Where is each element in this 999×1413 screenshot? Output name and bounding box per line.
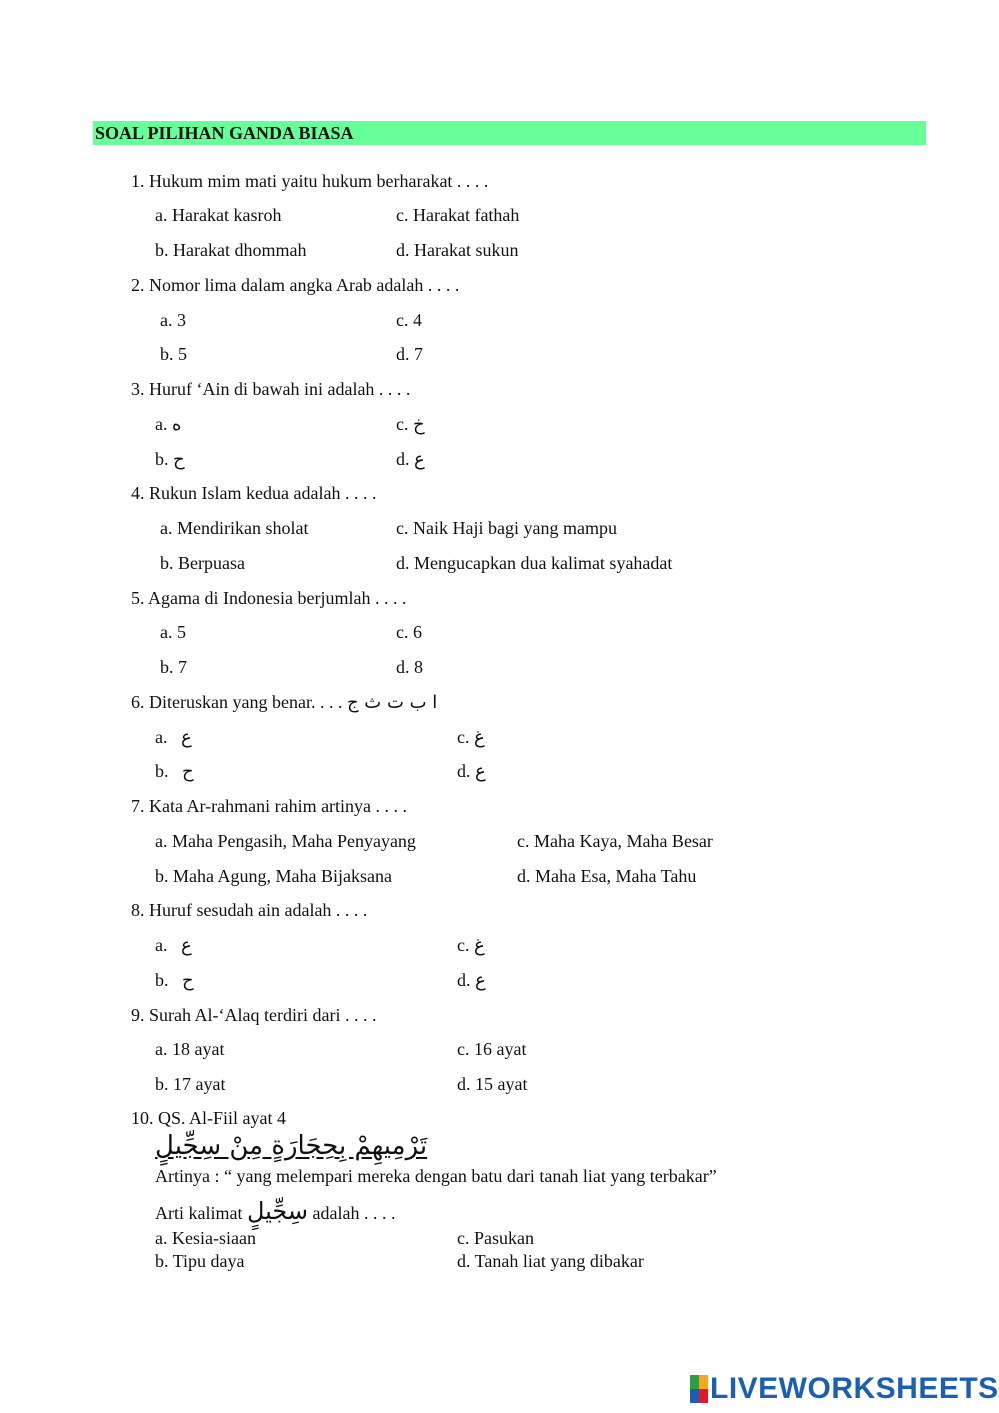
question-2-option-a[interactable]: a. 3 — [160, 310, 186, 330]
option-label: d. — [396, 449, 410, 469]
question-10-option-d[interactable]: d. Tanah liat yang dibakar — [457, 1251, 644, 1271]
brand-name: LIVEWORKSHEETS — [710, 1372, 999, 1405]
question-5-option-a[interactable]: a. 5 — [160, 622, 186, 642]
question-3-stem: 3. Huruf ‘Ain di bawah ini adalah . . . . — [131, 379, 411, 399]
question-8-stem: 8. Huruf sesudah ain adalah . . . . — [131, 900, 368, 920]
option-arabic-letter: غ — [474, 935, 485, 956]
option-arabic-letter: ع — [475, 970, 486, 991]
option-label: c. — [457, 935, 470, 955]
ask-arabic-word: سِجِّيلٍ — [246, 1197, 309, 1225]
question-7-option-a[interactable]: a. Maha Pengasih, Maha Penyayang — [155, 831, 416, 851]
question-3-option-a[interactable] — [155, 413, 181, 436]
question-5-stem: 5. Agama di Indonesia berjumlah . . . . — [131, 588, 407, 608]
question-7-option-c[interactable]: c. Maha Kaya, Maha Besar — [517, 831, 713, 851]
option-arabic-letter: خ — [413, 414, 425, 435]
question-4-option-c[interactable]: c. Naik Haji bagi yang mampu — [396, 518, 617, 538]
liveworksheets-logo — [690, 1372, 999, 1406]
option-arabic-letter: غ — [474, 727, 485, 748]
option-label: a. — [155, 935, 168, 955]
option-label: b. — [155, 761, 169, 781]
option-label: a. — [155, 414, 168, 434]
question-1-stem: 1. Hukum mim mati yaitu hukum berharakat . . . . — [131, 171, 489, 191]
question-10-stem: 10. QS. Al-Fiil ayat 4 — [131, 1108, 287, 1128]
question-9-option-b[interactable]: b. 17 ayat — [155, 1074, 226, 1094]
question-3-option-b[interactable] — [155, 448, 185, 471]
question-2-option-c[interactable]: c. 4 — [396, 310, 422, 330]
option-arabic-letter: ع — [475, 761, 486, 782]
option-arabic-letter: ح — [182, 761, 194, 782]
question-5-option-d[interactable]: d. 8 — [396, 657, 423, 677]
liveworksheets-logo-icon — [690, 1375, 708, 1403]
option-arabic-letter: ع — [181, 935, 192, 956]
question-6-arabic-sequence: ا ب ت ث ج — [346, 692, 438, 713]
option-label: c. — [396, 414, 409, 434]
question-7-option-d[interactable]: d. Maha Esa, Maha Tahu — [517, 866, 697, 886]
question-10-translation: Artinya : “ yang melempari mereka dengan batu dari tanah liat yang terbakar” — [155, 1166, 717, 1186]
question-6-stem-text: 6. Diteruskan yang benar. . . . — [131, 692, 343, 712]
question-2-option-d[interactable]: d. 7 — [396, 344, 423, 364]
question-1-option-c[interactable]: c. Harakat fathah — [396, 205, 520, 225]
question-5-option-b[interactable]: b. 7 — [160, 657, 187, 677]
option-label: d. — [457, 970, 471, 990]
question-3-option-c[interactable] — [396, 413, 425, 436]
question-6-option-b[interactable] — [155, 760, 194, 783]
question-4-option-b[interactable]: b. Berpuasa — [160, 553, 245, 573]
question-8-option-b[interactable] — [155, 969, 194, 992]
question-1-option-b[interactable]: b. Harakat dhommah — [155, 240, 307, 260]
question-9-option-c[interactable]: c. 16 ayat — [457, 1039, 527, 1059]
question-6-stem — [131, 691, 437, 714]
question-10-ask — [155, 1196, 395, 1228]
question-9-option-a[interactable]: a. 18 ayat — [155, 1039, 225, 1059]
option-arabic-letter: ع — [414, 449, 425, 470]
question-7-stem: 7. Kata Ar-rahmani rahim artinya . . . . — [131, 796, 408, 816]
option-arabic-letter: ح — [182, 970, 194, 991]
question-4-stem: 4. Rukun Islam kedua adalah . . . . — [131, 483, 377, 503]
ask-suffix: adalah . . . . — [312, 1203, 396, 1223]
question-3-option-d[interactable] — [396, 448, 425, 471]
question-10-option-a[interactable]: a. Kesia-siaan — [155, 1228, 256, 1248]
section-title: SOAL PILIHAN GANDA BIASA — [93, 121, 926, 145]
option-label: d. — [457, 761, 471, 781]
question-1-option-d[interactable]: d. Harakat sukun — [396, 240, 519, 260]
question-4-option-a[interactable]: a. Mendirikan sholat — [160, 518, 309, 538]
question-10-verse: تَرْمِيهِمْ بِحِجَارَةٍ مِنْ سِجِّيلٍ — [155, 1131, 428, 1161]
option-arabic-letter: ه — [172, 414, 182, 435]
question-9-option-d[interactable]: d. 15 ayat — [457, 1074, 528, 1094]
question-6-option-a[interactable] — [155, 726, 192, 749]
question-4-option-d[interactable]: d. Mengucapkan dua kalimat syahadat — [396, 553, 673, 573]
question-8-option-a[interactable] — [155, 934, 192, 957]
question-10-option-c[interactable]: c. Pasukan — [457, 1228, 534, 1248]
question-8-option-d[interactable] — [457, 969, 486, 992]
option-label: a. — [155, 727, 168, 747]
ask-prefix: Arti kalimat — [155, 1203, 243, 1223]
question-6-option-c[interactable] — [457, 726, 485, 749]
option-label: c. — [457, 727, 470, 747]
question-6-option-d[interactable] — [457, 760, 486, 783]
question-1-option-a[interactable]: a. Harakat kasroh — [155, 205, 282, 225]
question-5-option-c[interactable]: c. 6 — [396, 622, 422, 642]
option-label: b. — [155, 449, 169, 469]
question-8-option-c[interactable] — [457, 934, 485, 957]
option-arabic-letter: ح — [173, 449, 185, 470]
question-2-option-b[interactable]: b. 5 — [160, 344, 187, 364]
question-7-option-b[interactable]: b. Maha Agung, Maha Bijaksana — [155, 866, 392, 886]
question-2-stem: 2. Nomor lima dalam angka Arab adalah . . . . — [131, 275, 460, 295]
option-label: b. — [155, 970, 169, 990]
question-10-option-b[interactable]: b. Tipu daya — [155, 1251, 245, 1271]
option-arabic-letter: ع — [181, 727, 192, 748]
question-9-stem: 9. Surah Al-‘Alaq terdiri dari . . . . — [131, 1005, 377, 1025]
